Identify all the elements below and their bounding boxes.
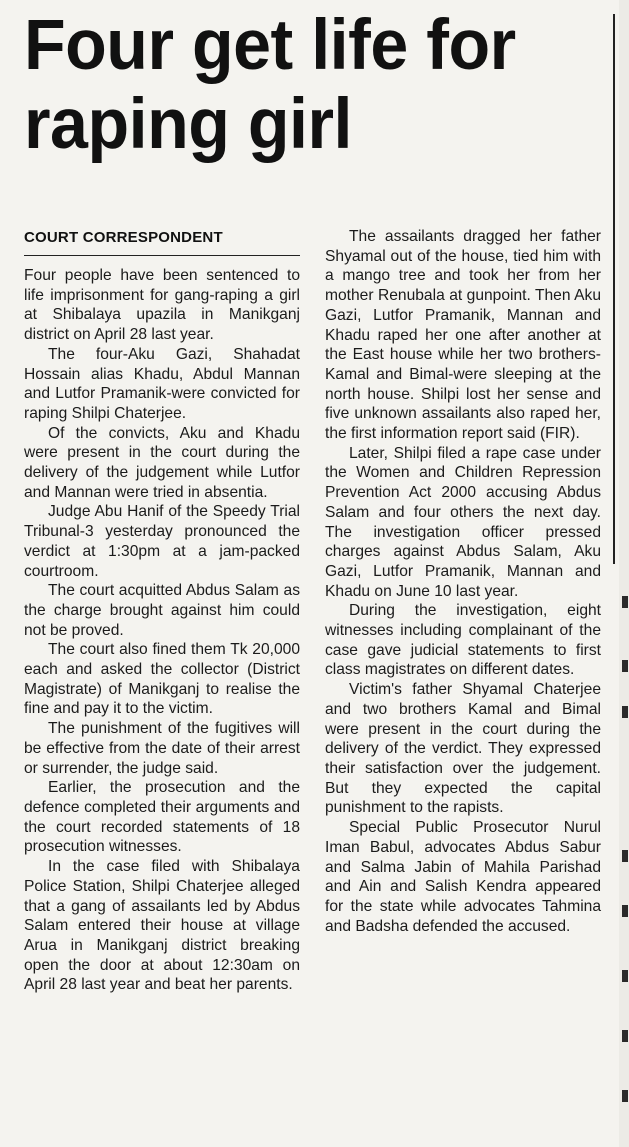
adjacent-text-fragment bbox=[622, 905, 628, 917]
adjacent-text-fragment bbox=[622, 970, 628, 982]
adjacent-text-fragment bbox=[622, 850, 628, 862]
paragraph: Of the convicts, Aku and Khadu were present in the court during the delivery of the judgement while Lutfor and Mannan were tried in absentia. bbox=[24, 424, 300, 501]
adjacent-text-fragment bbox=[622, 660, 628, 672]
article-column-right bbox=[325, 227, 601, 936]
paragraph: Victim's father Shyamal Chaterjee and two brothers Kamal and Bimal were present in the court during the delivery of the verdict. They expressed their satisfaction over the judgement. But they expected the capital punishment to the rapists. bbox=[325, 681, 601, 817]
paragraph: Judge Abu Hanif of the Speedy Trial Tribunal-3 yesterday pronounced the verdict at 1:30pm at a jam-packed courtroom. bbox=[24, 503, 300, 580]
headline-line-2: raping girl bbox=[24, 85, 352, 164]
byline-rule bbox=[24, 255, 300, 256]
adjacent-text-fragment bbox=[622, 706, 628, 718]
paragraph: The court acquitted Abdus Salam as the charge brought against him could not be proved. bbox=[24, 582, 300, 639]
headline bbox=[24, 6, 590, 164]
paragraph: Special Public Prosecutor Nurul Iman Babul, advocates Abdus Sabur and Salma Jabin of Mahila Parishad and Ain and Salish Kendra appeared for the state while advocates Tahmina and Badsha defended the accused. bbox=[325, 819, 601, 935]
paragraph: In the case filed with Shibalaya Police Station, Shilpi Chaterjee alleged that a gang of assailants led by Abdus Salam entered their house at village Arua in Manikganj district breaking open the door at about 12:30am on April 28 last year and beat her parents. bbox=[24, 858, 300, 994]
adjacent-text-fragment bbox=[622, 1030, 628, 1042]
paragraph: Later, Shilpi filed a rape case under the Women and Children Repression Prevention Act 2000 accusing Abdus Salam and four others the next day. The investigation officer pressed charges against Abdus Salam, Aku Gazi, Lutfor Pramanik, Mannan and Khadu on June 10 last year. bbox=[325, 444, 601, 600]
paragraph: Earlier, the prosecution and the defence completed their arguments and the court recorded statements of 18 prosecution witnesses. bbox=[24, 779, 300, 856]
paragraph: The four-Aku Gazi, Shahadat Hossain alias Khadu, Abdul Mannan and Lutfor Pramanik-were convicted for raping Shilpi Chaterjee. bbox=[24, 345, 300, 422]
paragraph: The punishment of the fugitives will be effective from the date of their arrest or surrender, the judge said. bbox=[24, 720, 300, 777]
column-divider bbox=[613, 14, 615, 564]
paragraph: During the investigation, eight witnesses including complainant of the case gave judicial statements to first class magistrates on different dates. bbox=[325, 602, 601, 679]
adjacent-text-fragment bbox=[622, 596, 628, 608]
paragraph: Four people have been sentenced to life imprisonment for gang-raping a girl at Shibalaya upazila in Manikganj district on April 28 last year. bbox=[24, 267, 300, 344]
byline: COURT CORRESPONDENT bbox=[24, 229, 223, 246]
paragraph: The court also fined them Tk 20,000 each and asked the collector (District Magistrate) of Manikganj to realise the fine and pay it to the victim. bbox=[24, 641, 300, 718]
headline-line-1: Four get life for bbox=[24, 6, 516, 85]
paragraph: The assailants dragged her father Shyamal out of the house, tied him with a mango tree and took her from her mother Renubala at gunpoint. Then Aku Gazi, Lutfor Pramanik, Mannan and Khadu raped her one after another at the East house while her two brothers-Kamal and Bimal-were sleeping at the north house. Shilpi lost her sense and five unknown assailants also raped her, the first information report said (FIR). bbox=[325, 228, 601, 443]
article-column-left bbox=[24, 266, 300, 995]
adjacent-text-fragment bbox=[622, 1090, 628, 1102]
